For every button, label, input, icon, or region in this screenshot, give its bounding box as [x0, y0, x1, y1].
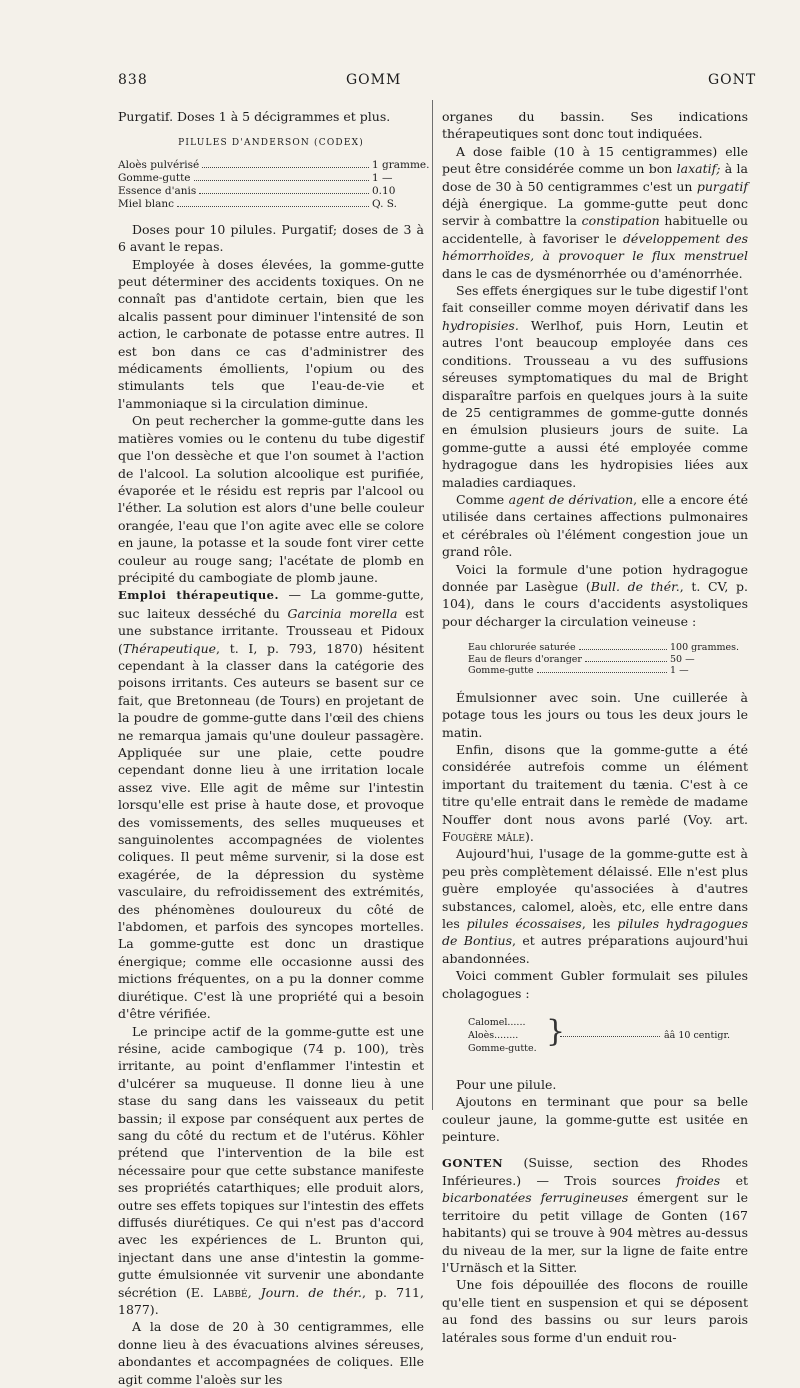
text: Fougère mâle: [442, 828, 525, 844]
text: déjà énergique. La gomme-gutte peut donc servir à combattre la: [442, 196, 748, 229]
left-column: [118, 108, 430, 1388]
formula-ingredient: Eau chlorurée saturée: [468, 642, 576, 654]
left-running-head: GOMM: [346, 72, 402, 88]
text: , t. I, p. 793, 1870) hésitent cependant à la classer dans la catégorie des poisons irritants. Ces auteurs se basent sur ce fait, que Bretonneau (de Tours) en projetant de la poudre de gomme-gutte dans l'œil des chiens ne remarqua jamais qu'une douleur passagère. Appliquée sur une plaie, cette poudre cependant donne lieu à une irritation locale assez vive. Elle agit de même sur l'intestin lorsqu'elle est prise à haute dose, et provoque des vomissements, des selles muqueuses et sanguinolentes accompagnées de violentes coliques. Il peut même survenir, si la dose est exagérée, de la dépression du système vasculaire, du refroidissement des extrémités, des phénomènes douloureux du côté de l'abdomen, et parfois des syncopes mortelles. La gomme-gutte est donc un drastique énergique; comme elle occasionne aussi des mictions fréquentes, on a pu la donner comme diurétique. C'est là une propriété qui a besoin d'être vérifiée.: [118, 640, 424, 1022]
text: , elle a encore été utilisée dans certaines affections pulmonaires et cérébrales où l'élément congestion joue un grand rôle.: [442, 491, 749, 560]
paragraph: [118, 586, 424, 1022]
text: bicarbonatées ferrugineuses: [442, 1190, 629, 1206]
text: dans le cas de dysménorrhée ou d'aménorrhée.: [442, 265, 743, 281]
dot-leader: [579, 649, 667, 650]
paragraph: [442, 143, 748, 282]
text: émergent sur le territoire du petit village de Gonten (167 habitants) qui se trouve à 904 mètres au-dessus du niveau de la mer, sur la ligne de faite entre l'Urnäsch et la Sitter.: [442, 1190, 749, 1276]
text: — La gomme-gutte, suc laiteux desséché du: [118, 587, 425, 621]
text: laxatif;: [676, 161, 721, 177]
text: Le principe actif de la gomme-gutte est une résine, acide cambogique (74 p. 100), très irritante, au point d'enflammer l'intestin et d'ulcérer sa muqueuse. Il donne lieu à une stase du sang dans les vaisseaux du petit bassin; il expose par conséquent aux pertes de sang du côté du rectum et de l'utérus. Köhler prétend que l'intervention de la bile est nécessaire pour que cette substance manifeste ses propriétés catarthiques; elle produit alors, outre ses effets topiques sur l'intestin des effets diffusés diurétiques. Ce qui n'est pas d'accord avec les expériences de L. Brunton qui, injectant dans une anse d'intestin la gomme-gutte émulsionnée vit survenir une abondante sécrétion (E.: [118, 1023, 424, 1300]
section-heading: Emploi thérapeutique.: [118, 588, 280, 603]
formula-qty: Q. S.: [372, 197, 397, 210]
dot-leader: [199, 193, 369, 194]
text: Ses effets énergiques sur le tube digestif l'ont fait conseiller comme moyen dérivatif dans les: [442, 283, 748, 316]
formula-ingredient: Miel blanc: [118, 197, 175, 210]
formula-row: [468, 642, 748, 654]
formula-row: [118, 158, 430, 172]
paragraph: [442, 741, 748, 845]
formula-item: Gomme-gutte.: [468, 1043, 537, 1054]
paragraph: [442, 845, 748, 967]
text: développement des hémorrhoïdes, à provoquer le flux menstruel: [442, 230, 749, 264]
text: à la dose de 30 à 50 centigrammes c'est un: [442, 161, 748, 194]
brace-icon: }: [546, 1014, 566, 1049]
paragraph: Voici comment Gubler formulait ses pilules cholagogues :: [442, 968, 748, 1001]
text: et: [720, 1173, 748, 1189]
text: , p. 711, 1877).: [118, 1284, 424, 1317]
dot-leader: [194, 180, 369, 181]
running-head: [118, 72, 757, 94]
dot-leader: [537, 672, 667, 673]
formula-qty: 0.10: [372, 184, 396, 197]
paragraph: Employée à doses élevées, la gomme-gutte peut déterminer des accidents toxiques. On ne connaît pas d'antidote certain, bien que les alcalis passent pour diminuer l'intensité de son action, le carbonate de potasse entre autres. Il est bon dans ce cas d'administrer des médicaments émollients, l'opium ou des stimulants tels que l'eau-de-vie et l'ammoniaque si la circulation diminue.: [118, 256, 424, 411]
formula-item: Aloès........: [468, 1030, 519, 1041]
formula-ingredient: Eau de fleurs d'oranger: [468, 653, 582, 665]
dot-leader: [560, 1036, 660, 1037]
text: Aujourd'hui, l'usage de la gomme-gutte est à peu près complètement délaissé. Elle n'est plus guère employée qu'associées à d'autres substances, calomel, aloès, etc, elle entre dans les: [442, 846, 748, 931]
paragraph: Pour une pilule.: [456, 1077, 557, 1092]
formula-row: [118, 198, 424, 211]
formula-row: [468, 665, 748, 677]
text: Werlhof, puis Horn, Leutin et autres l'ont beaucoup employée dans ces conditions. Trousseau a vu des suffusions séreuses symptomatiques du mal de Bright disparaître parfois en quelques jours à la suite de 25 centigrammes de gomme-gutte donnés en émulsion plusieurs jours de suite. La gomme-gutte a aussi été employée comme hydragogue dans les hydropisies liées aux maladies cardiaques.: [442, 317, 748, 490]
formula-title: PILULES D'ANDERSON (CODEX): [178, 138, 364, 149]
text: hydropisies.: [442, 317, 519, 333]
paragraph: organes du bassin. Ses indications thérapeutiques sont donc tout indiquées.: [442, 109, 748, 142]
text: , et autres préparations aujourd'hui abandonnées.: [442, 933, 748, 966]
text: Thérapeutique: [122, 640, 217, 656]
text: , les: [581, 915, 618, 931]
right-running-head: GONT: [708, 72, 757, 88]
paragraph: [442, 561, 748, 631]
paragraph: [442, 1154, 748, 1277]
right-column: [442, 108, 748, 1346]
text: agent de dérivation: [508, 491, 634, 507]
paragraph: Ajoutons en terminant que pour sa belle couleur jaune, la gomme-gutte est usitée en peinture.: [442, 1094, 748, 1145]
text: pilules écossaises: [466, 915, 582, 931]
column-divider: [432, 100, 433, 1110]
formula-qty: 1 gramme.: [372, 158, 430, 171]
paragraph: [442, 491, 748, 561]
text: habituelle ou accidentelle, à favoriser le: [442, 213, 749, 246]
text: , t. CV, p. 104), dans le cours d'accidents asystoliques pour décharger la circulation veineuse :: [442, 578, 748, 629]
text: Garcinia morella: [287, 605, 398, 621]
formula-anderson: [118, 158, 430, 211]
paragraph: [442, 282, 748, 491]
formula-qty: 1 —: [670, 665, 689, 677]
paragraph: Une fois dépouillée des flocons de rouille qu'elle tient en suspension et qui se déposent au fond des bassins ou sur leurs parois latérales sous forme d'un enduit rou-: [442, 1277, 748, 1345]
text: Labbé: [213, 1284, 248, 1300]
formula-row: [118, 172, 424, 185]
text: Comme: [456, 491, 509, 507]
formula-qty: 1 —: [372, 171, 393, 184]
paragraph: Émulsionner avec soin. Une cuillerée à potage tous les jours ou tous les deux jours le matin.: [442, 689, 748, 740]
formula-ingredient: Aloès pulvérisé: [118, 158, 200, 171]
formula-qty: 100 grammes.: [670, 642, 739, 654]
formula-ingredient: Gomme-gutte: [118, 171, 191, 184]
text: Bull. de thér.: [590, 578, 680, 594]
formula-ingredient: Gomme-gutte: [468, 665, 534, 677]
spacer: [442, 1146, 748, 1154]
dot-leader: [585, 661, 667, 662]
page-number: 838: [118, 72, 148, 88]
dot-leader: [177, 206, 369, 207]
text: purgatif: [696, 178, 748, 194]
formula-row: [118, 185, 424, 198]
formula-potion: [468, 642, 748, 677]
text: (Suisse, section des Rhodes Inférieures.) — Trois sources: [442, 1154, 748, 1189]
text: Voici la formule d'une potion hydragogue donnée par Lasègue (: [442, 561, 748, 594]
text: constipation: [581, 213, 660, 229]
formula-gubler: [468, 1014, 748, 1062]
formula-ingredient: Essence d'anis: [118, 184, 197, 197]
formula-qty: 50 —: [670, 653, 695, 665]
formula-item: Calomel......: [468, 1017, 526, 1028]
paragraph: Purgatif. Doses 1 à 5 décigrammes et plus.: [118, 109, 391, 124]
paragraph: On peut rechercher la gomme-gutte dans les matières vomies ou le contenu du tube digestif que l'on dessèche et que l'on soumet à l'action de l'alcool. La solution alcoolique est purifiée, évaporée et le résidu est repris par l'alcool ou l'éther. La solution est alors d'une belle couleur orangée, l'eau que l'on agite avec elle se colore en jaune, la potasse et la soude font virer cette couleur au rouge sang; l'acétate de plomb en précipité du cambogiate de plomb jaune.: [118, 413, 424, 585]
dot-leader: [202, 167, 369, 168]
paragraph: A la dose de 20 à 30 centigrammes, elle donne lieu à des évacuations alvines séreuses, abondantes et accompagnées de coliques. Elle agit comme l'aloès sur les: [118, 1319, 424, 1387]
formula-qty: ââ 10 centigr.: [664, 1030, 730, 1041]
entry-heading: GONTEN: [442, 1155, 504, 1170]
paragraph: [118, 1023, 424, 1319]
text: ).: [524, 828, 534, 844]
text: A dose faible (10 à 15 centigrammes) elle peut être considérée comme un bon: [442, 143, 748, 177]
text: est une substance irritante. Trousseau et Pidoux (: [118, 605, 424, 656]
text: Enfin, disons que la gomme-gutte a été considérée autrefois comme un élément important du traitement du tænia. C'est à ce titre qu'elle entrait dans le remède de madame Nouffer dont nous avons parlé (Voy. art.: [442, 741, 748, 827]
formula-row: [468, 654, 748, 666]
text: pilules hydragogues de Bontius: [442, 915, 748, 949]
paragraph: Doses pour 10 pilules. Purgatif; doses de 3 à 6 avant le repas.: [118, 221, 424, 255]
text: froides: [676, 1173, 721, 1189]
text: , Journ. de thér.: [247, 1284, 362, 1300]
